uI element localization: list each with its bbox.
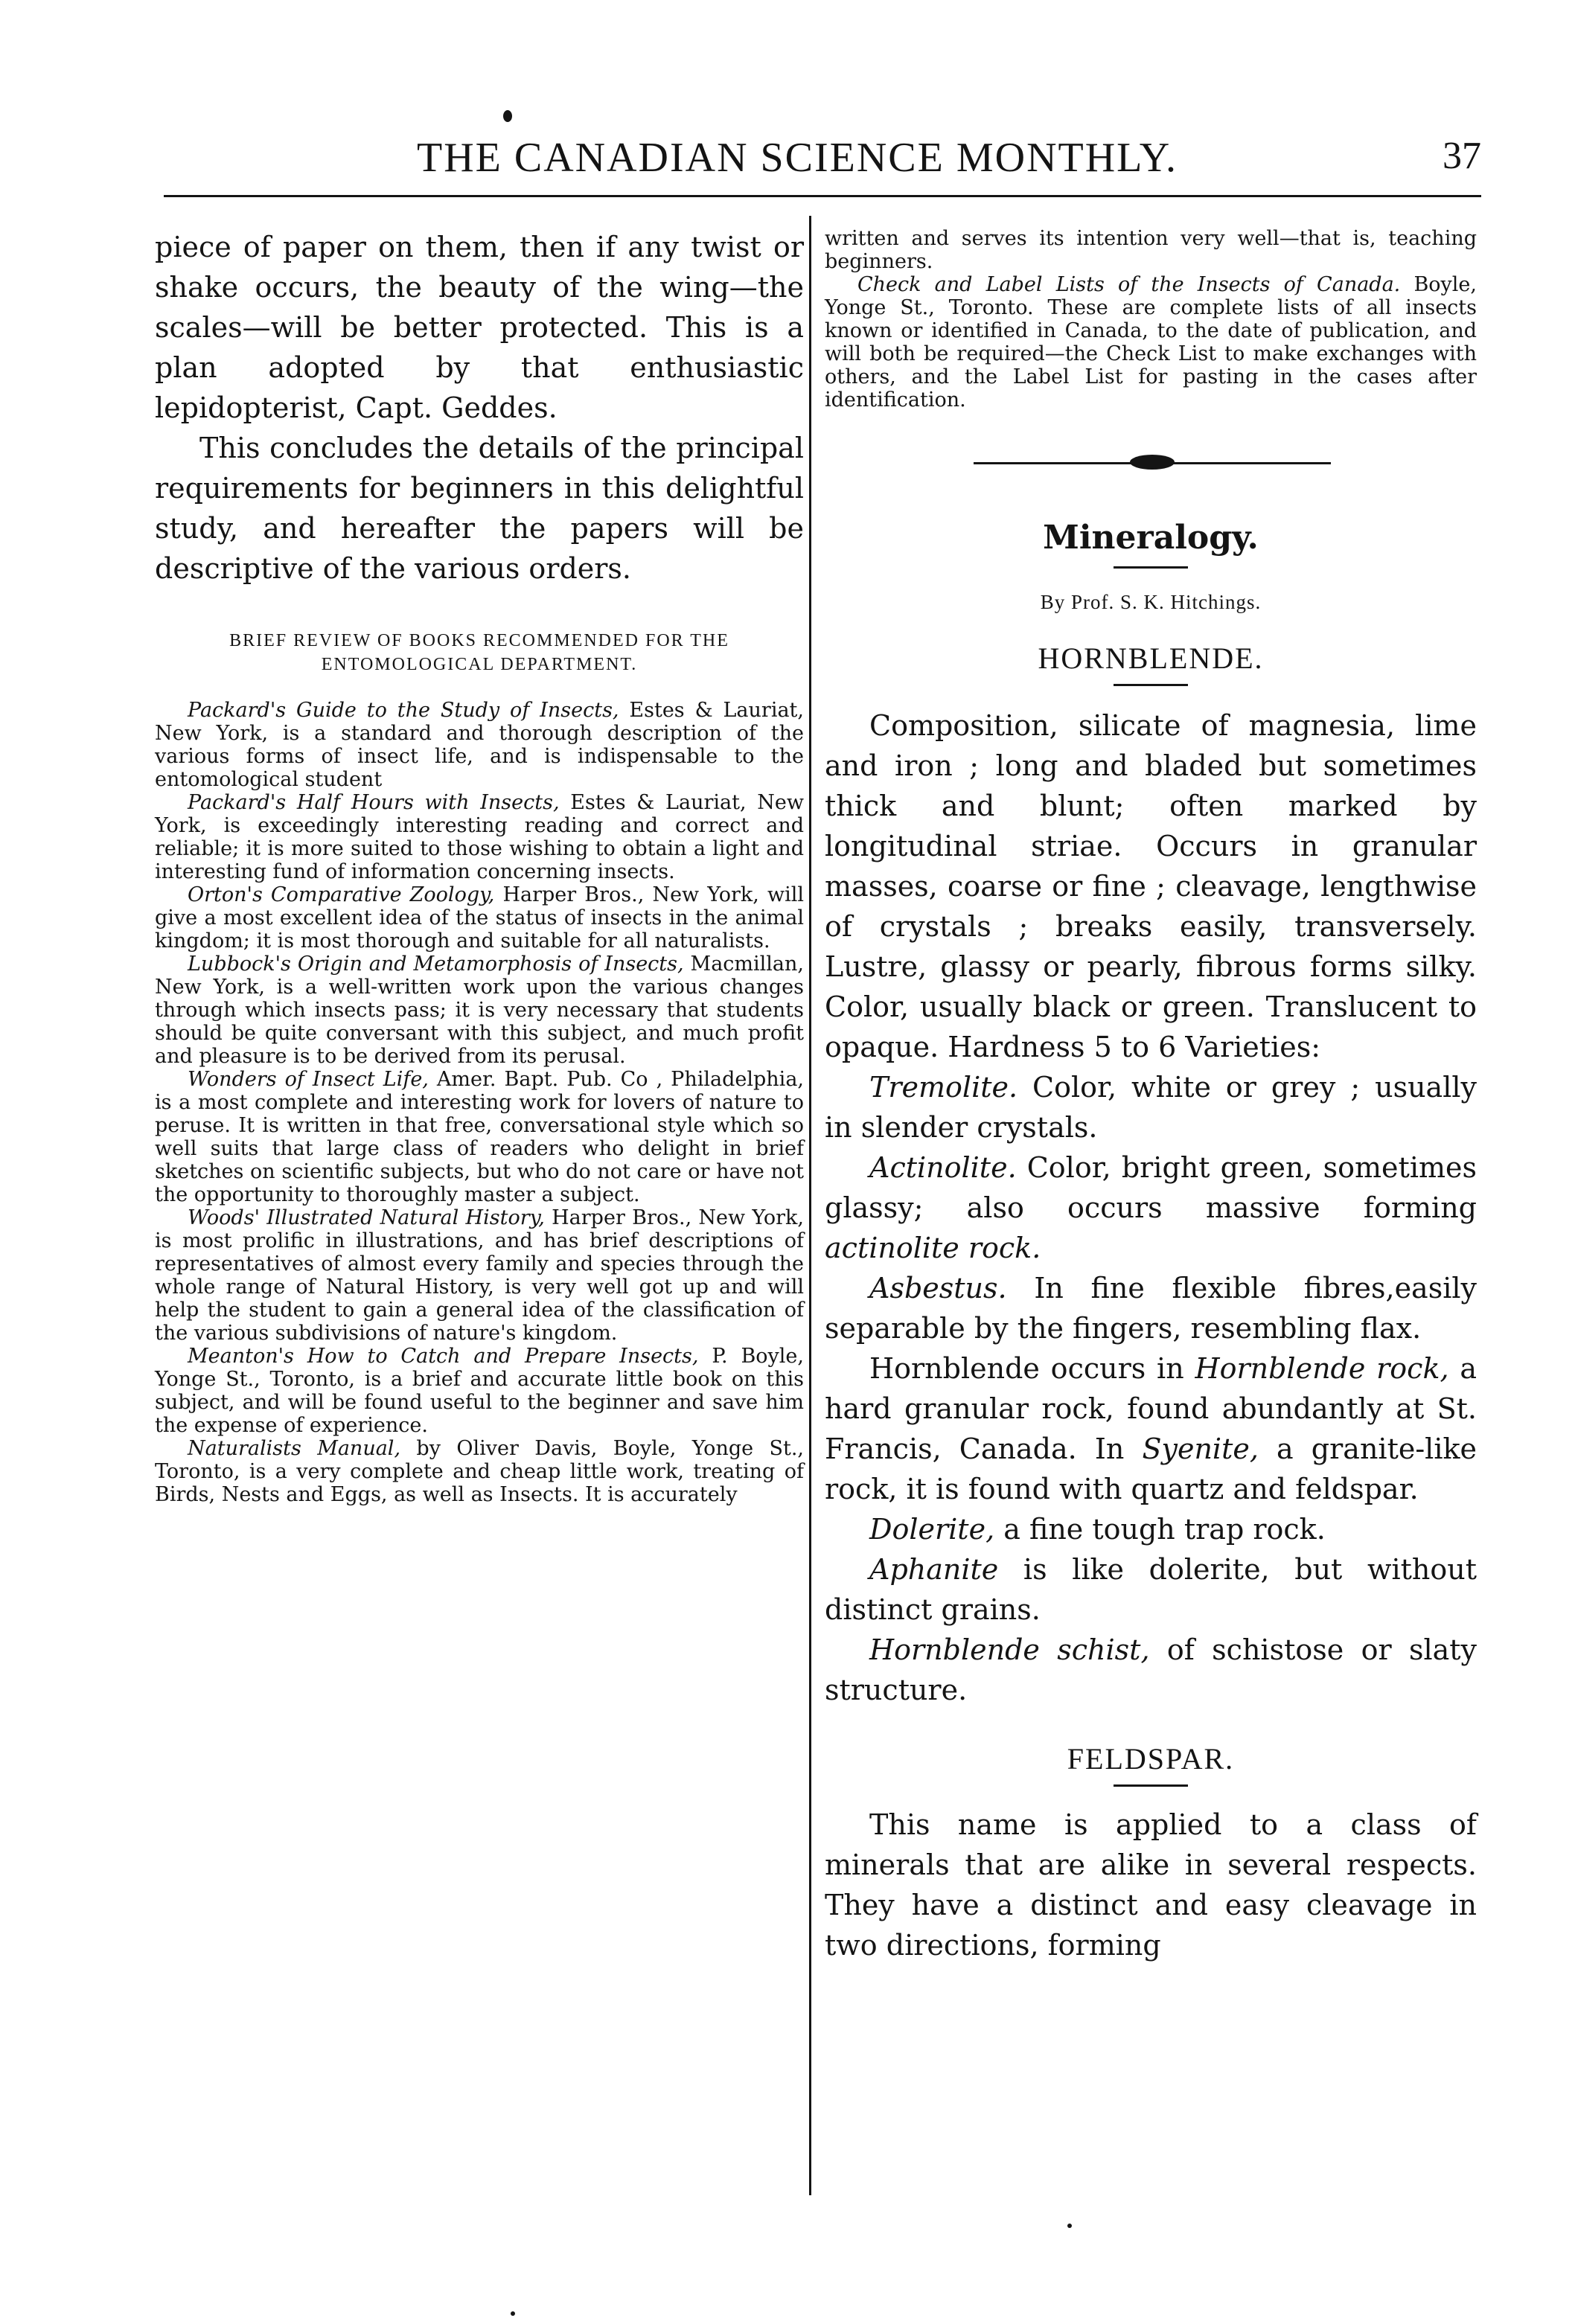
actinolite-rock: actinolite rock. [825, 1232, 1041, 1264]
check-list-entry [825, 273, 1477, 412]
occurrence-text: Hornblende occurs in [869, 1352, 1195, 1385]
schist-text: of schistose or slaty structure. [825, 1633, 1477, 1706]
left-paragraph-1: piece of paper on them, then if any twist or shake occurs, the beauty of the wing—the scales—will be better protected. This is a plan adopted by that enthusiastic lepidopterist, Capt. Geddes. [155, 231, 804, 424]
tremolite-paragraph [825, 1067, 1477, 1147]
book-entry [155, 791, 804, 883]
book-entry [155, 699, 804, 791]
tremolite-text: Color, white or grey ; usually in slender crystals. [825, 1071, 1477, 1144]
ornament-center [1130, 455, 1175, 470]
check-list-title: Check and Label Lists of the Insects of Canada. [857, 273, 1401, 296]
hornblende-rock: Hornblende rock, [1195, 1352, 1449, 1385]
book-entry [155, 1068, 804, 1206]
actinolite-name: Actinolite. [869, 1151, 1017, 1184]
feldspar-paragraph: This name is applied to a class of minerals that are alike in several respects. They have a distinct and easy cleavage in two directions, forming [825, 1808, 1477, 1962]
book-title: Woods' Illustrated Natural History, [188, 1206, 545, 1229]
feldspar-heading: FELDSPAR. [1067, 1742, 1235, 1776]
aphanite-name: Aphanite [869, 1553, 999, 1586]
schist-name: Hornblende schist, [869, 1633, 1150, 1666]
book-description: by Oliver Davis, Boyle, Yonge St., Toronto, is a very complete and cheap little work, treating of Birds, Nests and Eggs, as well as Insects. It is accurately [155, 1437, 804, 1506]
book-description: Estes & Lauriat, New York, is exceedingly interesting reading and correct and reliable; it is more suited to those wishing to obtain a light and interesting fund of information concerning insects. [155, 791, 804, 883]
book-title: Orton's Comparative Zoology, [188, 883, 495, 906]
column-divider [809, 216, 811, 2195]
hornblende-heading: HORNBLENDE. [1038, 641, 1264, 675]
book-entry [155, 1437, 804, 1506]
left-column [155, 227, 804, 1506]
book-title: Packard's Half Hours with Insects, [188, 791, 560, 814]
aphanite-paragraph [825, 1549, 1477, 1630]
book-description: Amer. Bapt. Pub. Co , Philadelphia, is a most complete and interesting work for lovers of nature to peruse. It is written in that free, conversational style which so well suits that large class of readers who delight in brief sketches on scientific subjects, but who do not care or have not the opportunity to thoroughly master a subject. [155, 1068, 804, 1206]
section-title: Mineralogy. [1043, 519, 1259, 557]
book-title: Wonders of Insect Life, [188, 1068, 429, 1091]
page-number: 37 [1443, 135, 1481, 177]
actinolite-text: Color, bright green, sometimes glassy; also occurs massive forming [825, 1151, 1477, 1224]
book-title: Naturalists Manual, [188, 1437, 401, 1460]
dolerite-name: Dolerite, [869, 1513, 995, 1546]
occurrence-text: a granite-like rock, it is found with quartz and feldspar. [825, 1433, 1477, 1505]
tremolite-name: Tremolite. [869, 1071, 1018, 1104]
asbestus-text: In fine flexible fibres,easily separable by the fingers, resembling flax. [825, 1272, 1477, 1345]
book-description: Harper Bros., New York, will give a most excellent idea of the status of insects in the animal kingdom; it is most thorough and suitable for all naturalists. [155, 883, 804, 953]
syenite: Syenite, [1142, 1433, 1259, 1465]
book-description: Estes & Lauriat, New York, is a standard and thorough description of the various forms of insect life, and is indispensable to the entomological student [155, 699, 804, 791]
book-entry [155, 953, 804, 1068]
book-entry [155, 1206, 804, 1345]
occurrence-paragraph [825, 1348, 1477, 1509]
asbestus-paragraph [825, 1268, 1477, 1348]
book-title: Packard's Guide to the Study of Insects, [188, 699, 619, 722]
right-column [825, 227, 1477, 1965]
header-rule [164, 195, 1481, 197]
occurrence-text: a hard granular rock, found abundantly at St. Francis, Canada. In [825, 1352, 1477, 1465]
book-title: Lubbock's Origin and Metamorphosis of Insects, [188, 953, 684, 976]
check-list-text: Boyle, Yonge St., Toronto. These are complete lists of all insects known or identified in Canada, to the date of publication, and will both be required—the Check List to make exchanges with others, and the Label List for pasting in the cases after identification. [825, 273, 1477, 412]
book-entry [155, 1345, 804, 1437]
page-header [149, 134, 1481, 193]
hornblende-paragraph: Composition, silicate of magnesia, lime and iron ; long and bladed but sometimes thick and blunt; often marked by longitudinal striae. Occurs in granular masses, coarse or fine ; cleavage, lengthwise of crystals ; breaks easily, transversely. Lustre, glassy or pearly, fibrous forms silky. Color, usually black or green. Translucent to opaque. Hardness 5 to 6 Varieties: [825, 709, 1477, 1063]
review-heading: BRIEF REVIEW OF BOOKS RECOMMENDED FOR THE ENTOMOLOGICAL DEPARTMENT. [229, 631, 729, 674]
book-entry [155, 883, 804, 953]
left-paragraph-2: This concludes the details of the principal requirements for beginners in this delightful study, and hereafter the papers will be descriptive of the various orders. [155, 432, 804, 585]
aphanite-text: is like dolerite, but without distinct grains. [825, 1553, 1477, 1626]
book-title: Meanton's How to Catch and Prepare Insects, [188, 1345, 699, 1368]
book-description: P. Boyle, Yonge St., Toronto, is a brief and accurate little book on this subject, and will be found useful to the beginner and save him the expense of experience. [155, 1345, 804, 1437]
printer-dot [503, 110, 512, 122]
dolerite-text: a fine tough trap rock. [994, 1513, 1326, 1546]
title-rule [1114, 566, 1188, 569]
dolerite-paragraph [825, 1509, 1477, 1549]
section-ornament [825, 441, 1477, 486]
printer-speck [1067, 2224, 1072, 2228]
asbestus-name: Asbestus. [869, 1272, 1007, 1305]
continued-text: written and serves its intention very well—that is, teaching beginners. [825, 227, 1477, 273]
book-description: Macmillan, New York, is a well-written work upon the various changes through which insects pass; it is very necessary that students should be quite conversant with this subject, and much profit and pleasure is to be derived from its perusal. [155, 953, 804, 1068]
running-title: THE CANADIAN SCIENCE MONTHLY. [417, 135, 1178, 181]
book-list [155, 699, 804, 1506]
author-byline: By Prof. S. K. Hitchings. [1040, 591, 1262, 613]
schist-paragraph [825, 1630, 1477, 1710]
printer-speck [511, 2311, 515, 2316]
actinolite-paragraph [825, 1147, 1477, 1268]
book-description: Harper Bros., New York, is most prolific in illustrations, and has brief descriptions of representatives of almost every family and species through the whole range of Natural History, is very well got up and will help the student to gain a general idea of the classification of the various subdivisions of nature's kingdom. [155, 1206, 804, 1345]
